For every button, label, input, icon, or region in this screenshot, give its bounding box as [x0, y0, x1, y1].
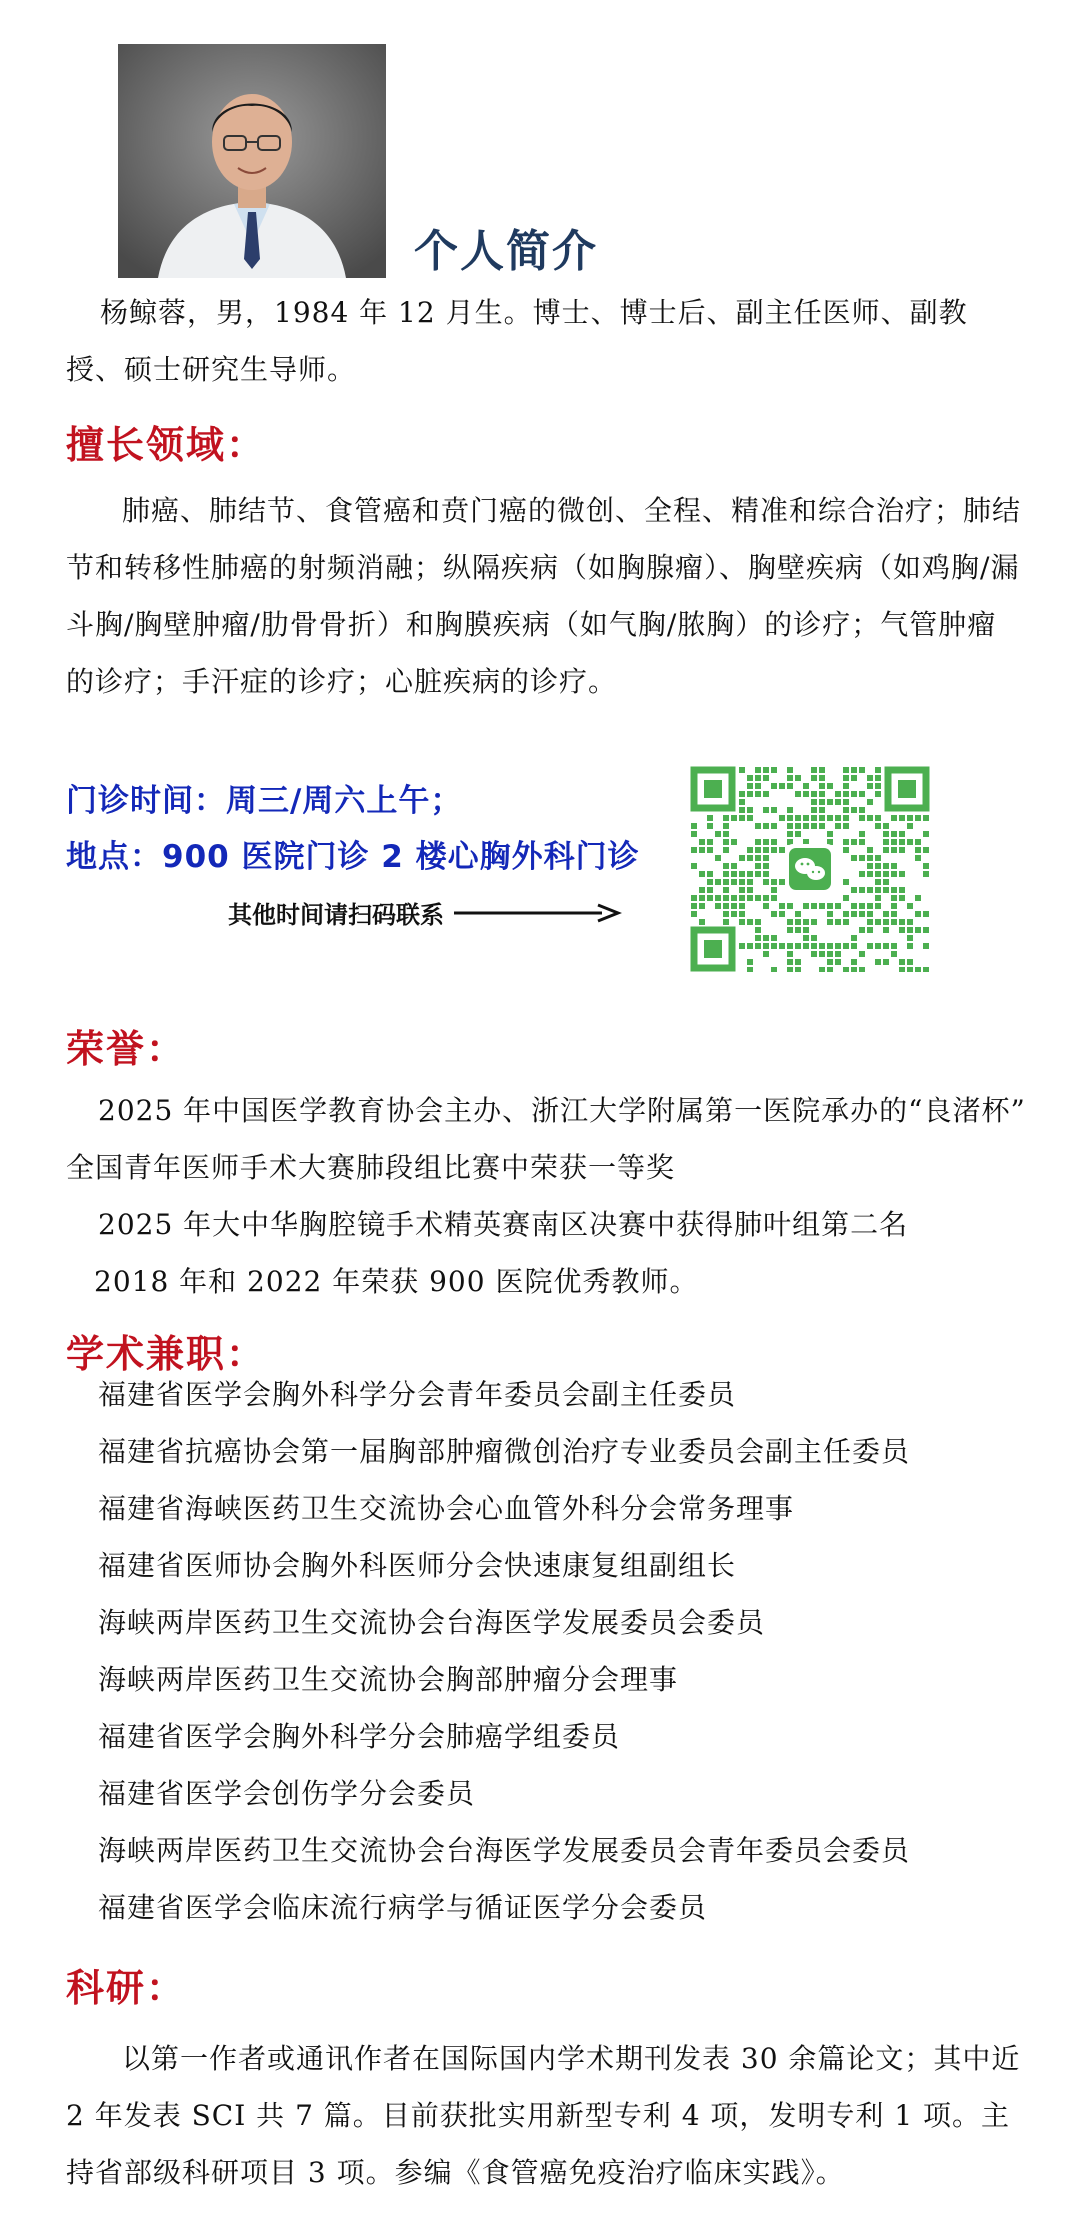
- position-item: 海峡两岸医药卫生交流协会台海医学发展委员会委员: [98, 1606, 766, 1639]
- honor-item: 全国青年医师手术大赛肺段组比赛中荣获一等奖: [66, 1151, 676, 1184]
- wechat-qr-code[interactable]: [690, 766, 930, 972]
- clinic-time: 门诊时间：周三/周六上午；: [66, 783, 463, 819]
- specialty-heading: 擅长领域：: [66, 423, 267, 467]
- doctor-photo: [118, 44, 386, 278]
- clinic-location: 地点：900 医院门诊 2 楼心胸外科门诊: [66, 839, 640, 875]
- honor-item: 2025 年中国医学教育协会主办、浙江大学附属第一医院承办的“良渚杯”: [98, 1094, 1026, 1127]
- position-item: 福建省医学会创伤学分会委员: [98, 1777, 476, 1810]
- honors-heading: 荣誉：: [66, 1027, 187, 1071]
- bio-text: 杨鲸蓉，男，1984 年 12 月生。博士、博士后、副主任医师、副教授、硕士研究生导师。: [66, 296, 968, 386]
- position-item: 福建省海峡医药卫生交流协会心血管外科分会常务理事: [98, 1492, 795, 1525]
- position-item: 海峡两岸医药卫生交流协会胸部肿瘤分会理事: [98, 1663, 679, 1696]
- positions-heading: 学术兼职：: [66, 1332, 267, 1376]
- specialty-text: 肺癌、肺结节、食管癌和贲门癌的微创、全程、精准和综合治疗；肺结节和转移性肺癌的射频消融；纵隔疾病（如胸腺瘤）、胸壁疾病（如鸡胸/漏斗胸/胸壁肿瘤/肋骨骨折）和胸膜疾病（如气胸/脓胸）的诊疗；气管肿瘤的诊疗；手汗症的诊疗；心脏疾病的诊疗。: [66, 494, 1022, 698]
- honor-item: 2018 年和 2022 年荣获 900 医院优秀教师。: [94, 1265, 699, 1298]
- honor-item: 2025 年大中华胸腔镜手术精英赛南区决赛中获得肺叶组第二名: [98, 1208, 909, 1241]
- position-item: 福建省医学会胸外科学分会肺癌学组委员: [98, 1720, 621, 1753]
- position-item: 福建省医学会临床流行病学与循证医学分会委员: [98, 1891, 708, 1924]
- research-heading: 科研：: [66, 1966, 187, 2010]
- position-item: 福建省医师协会胸外科医师分会快速康复组副组长: [98, 1549, 737, 1582]
- page-title: 个人简介: [414, 226, 598, 277]
- arrow-right-icon: [452, 900, 622, 926]
- position-item: 福建省抗癌协会第一届胸部肿瘤微创治疗专业委员会副主任委员: [98, 1435, 911, 1468]
- position-item: 海峡两岸医药卫生交流协会台海医学发展委员会青年委员会委员: [98, 1834, 911, 1867]
- research-text: 以第一作者或通讯作者在国际国内学术期刊发表 30 余篇论文；其中近 2 年发表 SCI 共 7 篇。目前获批实用新型专利 4 项，发明专利 1 项。主持省部级科研项目 3 项。参编《食管癌免疫治疗临床实践》。: [66, 2042, 1021, 2189]
- scan-hint: 其他时间请扫码联系: [228, 901, 444, 929]
- position-item: 福建省医学会胸外科学分会青年委员会副主任委员: [98, 1378, 737, 1411]
